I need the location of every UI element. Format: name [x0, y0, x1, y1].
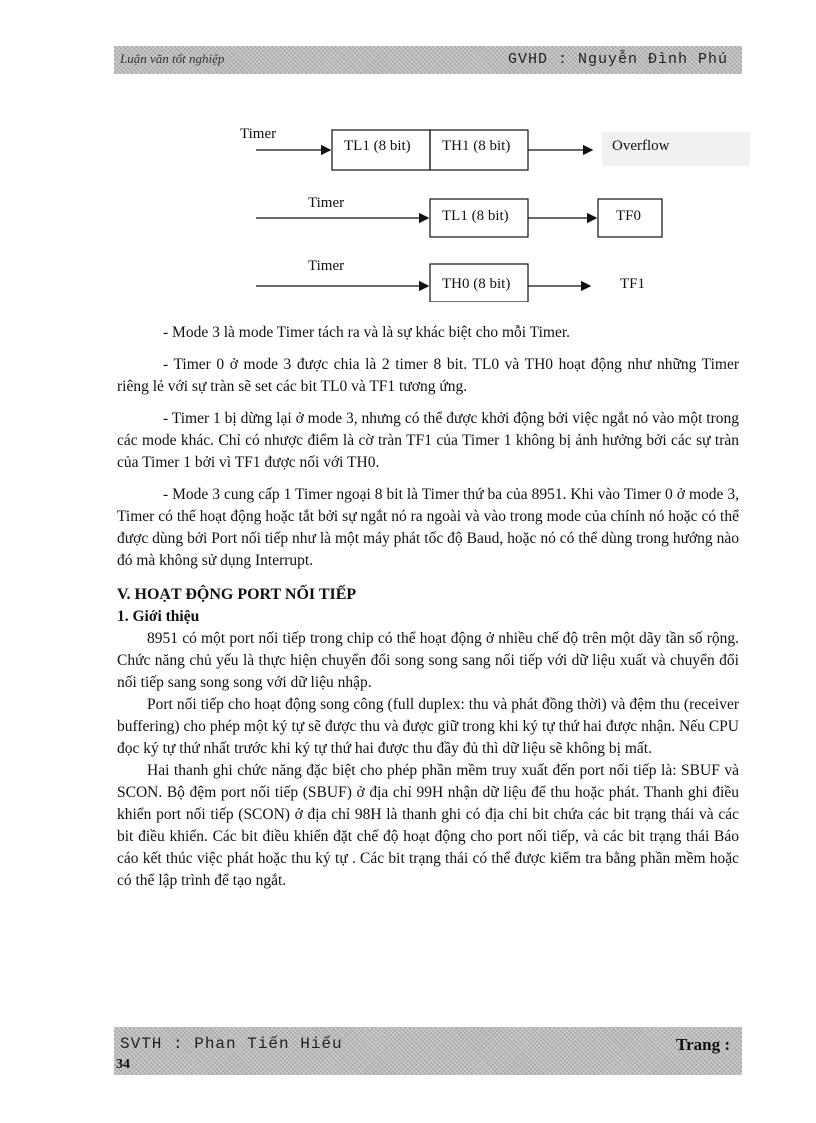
- page-header: [114, 46, 742, 74]
- paragraph-full-duplex: Port nối tiếp cho hoạt động song công (full duplex: thu và phát đồng thời) và đệm thu (receiver buffering) cho phép một ký tự sẽ được thu và được giữ trong khi ký tự thứ hai được nhận. Nếu CPU đọc ký tự thứ nhất trước khi ký tự thứ hai được thu đầy đủ thì dữ liệu sẽ không bị mất.: [117, 696, 739, 757]
- row1-box-tl1-label: TL1 (8 bit): [344, 138, 411, 154]
- row2-input-label: Timer: [308, 195, 345, 211]
- footer-page-number: 34: [116, 1057, 130, 1072]
- section-title: V. HOẠT ĐỘNG PORT NỐI TIẾP: [117, 586, 357, 603]
- header-advisor: GVHD : Nguyễn Đình Phú: [507, 51, 728, 68]
- row1-box-th1-label: TH1 (8 bit): [442, 138, 511, 154]
- paragraph-serial-intro: 8951 có một port nối tiếp trong chip có thể hoạt động ở nhiều chế độ trên một dãy tần số rộng. Chức năng chủ yếu là thực hiện chuyển đổi song song sang nối tiếp với dữ liệu xuất và chuyển đổi nối tiếp sang song song với dữ liệu nhập.: [117, 630, 739, 691]
- row2-box-tl1-label: TL1 (8 bit): [442, 208, 509, 224]
- footer-page-label: Trang :: [676, 1035, 730, 1054]
- row1-output-label: Overflow: [612, 138, 670, 154]
- row3-input-label: Timer: [308, 258, 345, 274]
- page-body: [117, 322, 739, 892]
- row3-box-th0-label: TH0 (8 bit): [442, 276, 511, 292]
- paragraph-mode3-intro: - Mode 3 là mode Timer tách ra và là sự khác biệt cho mỗi Timer.: [163, 324, 571, 341]
- subsection-title: 1. Giới thiệu: [117, 608, 200, 625]
- row3-output-label: TF1: [620, 276, 646, 292]
- header-thesis-label: Luận văn tốt nghiệp: [120, 51, 225, 66]
- paragraph-timer1-mode3: - Timer 1 bị dừng lại ở mode 3, nhưng có thể được khởi động bởi việc ngắt nó vào một trong các mode khác. Chỉ có nhược điểm là cờ tràn TF1 của Timer 1 không bị ảnh hưởng bởi các sự tràn của Timer 1 bởi vì TF1 được nối với TH0.: [117, 410, 739, 471]
- row1-input-label: Timer: [240, 126, 277, 142]
- paragraph-sbuf-scon: Hai thanh ghi chức năng đặc biệt cho phép phần mềm truy xuất đến port nối tiếp là: SBUF và SCON. Bộ đệm port nối tiếp (SBUF) ở địa chỉ 99H nhận dữ liệu để thu hoặc phát. Thanh ghi điều khiển port nối tiếp (SCON) ở địa chỉ 98H là thanh ghi có địa chỉ bit chứa các bit trạng thái và các bit điều khiển. Các bit điều khiển đặt chế độ hoạt động cho port nối tiếp, và các bit trạng thái Báo cáo kết thúc việc phát hoặc thu ký tự . Các bit trạng thái có thể được kiểm tra bằng phần mềm hoặc có thể lập trình để tạo ngắt.: [117, 762, 739, 889]
- paragraph-timer0-mode3: - Timer 0 ở mode 3 được chia là 2 timer 8 bit. TL0 và TH0 hoạt động như những Timer riêng lẻ với sự tràn sẽ set các bit TL0 và TF1 tương ứng.: [117, 356, 739, 395]
- page-footer: [114, 1027, 742, 1075]
- row2-output-label: TF0: [616, 208, 642, 224]
- paragraph-mode3-extra-timer: - Mode 3 cung cấp 1 Timer ngoại 8 bit là Timer thứ ba của 8951. Khi vào Timer 0 ở mode 3, Timer có thể hoạt động hoặc tắt bởi sự ngắt nó ra ngoài và vào trong mode của chính nó hoặc có thể được dùng bởi Port nối tiếp như là một máy phát tốc độ Baud, hoặc nó có thể dùng trong hướng nào đó mà không sử dụng Interrupt.: [117, 486, 739, 569]
- timer-mode3-diagram: [230, 112, 750, 302]
- footer-student: SVTH : Phan Tiến Hiếu: [120, 1035, 343, 1053]
